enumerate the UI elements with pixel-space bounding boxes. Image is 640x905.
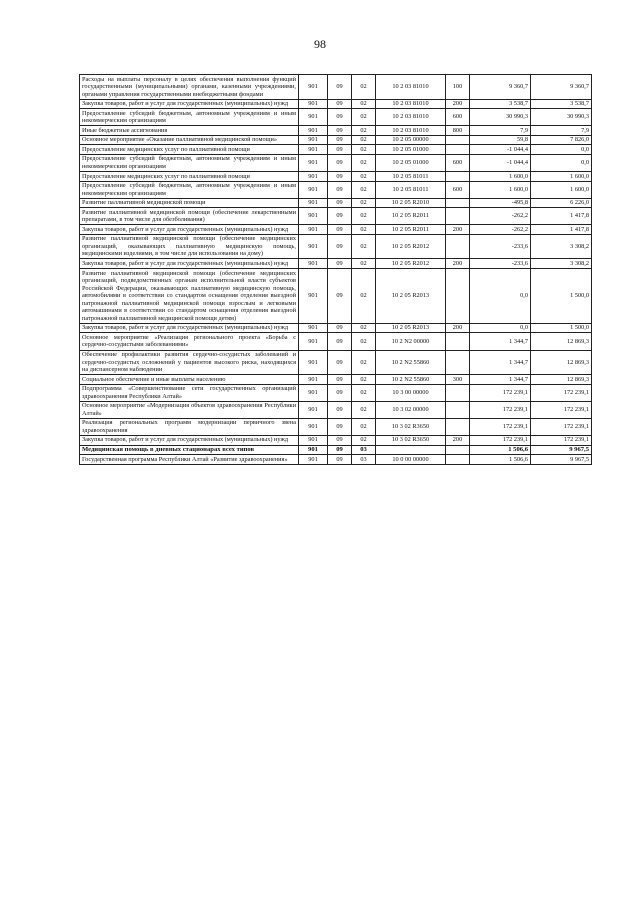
row-target-article-cell: 10 0 00 00000	[376, 455, 446, 465]
table-row	[80, 145, 592, 155]
row-target-article-cell: 10 3 00 00000	[376, 384, 446, 401]
row-amount-change-cell: -1 044,4	[470, 145, 531, 155]
row-name-cell: Медицинская помощь в дневных стационарах всех типов	[80, 445, 299, 455]
row-expense-type-cell	[446, 172, 470, 182]
table-row	[80, 181, 592, 198]
table-row	[80, 154, 592, 171]
row-amount-change-cell: 1 344,7	[470, 333, 531, 350]
row-target-article-cell: 10 3 02 R3650	[376, 435, 446, 445]
row-amount-change-cell: -1 044,4	[470, 154, 531, 171]
row-name-cell: Предоставление медицинских услуг по паллиативной помощи	[80, 172, 299, 182]
row-target-article-cell: 10 2 03 81010	[376, 109, 446, 126]
row-name-cell: Развитие паллиативной медицинской помощи (обеспечение медицинских организаций, подведомственных органам исполнительной власти субъектов Российской Федерации, оказывающих паллиативную медицинскую помощь, автомобилями в соответствии со стандартом оснащения отделения выездной патронажной паллиативной медицинской помощи взрослым и легковыми автомашинами в соответствии со стандартом оснащения отделения выездной патронажной паллиативной медицинской помощи детям)	[80, 269, 299, 324]
row-name-cell: Социальное обеспечение и иные выплаты населению	[80, 375, 299, 385]
row-amount-total-cell: 3 308,2	[531, 259, 592, 269]
row-expense-type-cell: 600	[446, 154, 470, 171]
row-grbs-cell: 901	[299, 135, 328, 145]
table-row	[80, 225, 592, 235]
row-name-cell: Развитие паллиативной медицинской помощи (обеспечение лекарственными препаратами, в том числе для обезболивания)	[80, 208, 299, 225]
row-expense-type-cell	[446, 269, 470, 324]
row-section-cell: 09	[328, 269, 352, 324]
row-expense-type-cell: 100	[446, 75, 470, 100]
row-grbs-cell: 901	[299, 259, 328, 269]
row-name-cell: Реализация региональных программ модернизации первичного звена здравоохранения	[80, 418, 299, 435]
row-grbs-cell: 901	[299, 181, 328, 198]
row-amount-change-cell: 0,0	[470, 323, 531, 333]
row-amount-total-cell: 172 239,1	[531, 401, 592, 418]
row-amount-change-cell: 1 506,6	[470, 455, 531, 465]
row-expense-type-cell	[446, 455, 470, 465]
row-target-article-cell: 10 2 N2 55860	[376, 375, 446, 385]
row-amount-change-cell: 1 344,7	[470, 350, 531, 375]
row-subsection-cell: 03	[352, 445, 376, 455]
row-amount-total-cell: 1 417,8	[531, 208, 592, 225]
row-amount-change-cell: -262,2	[470, 225, 531, 235]
row-grbs-cell: 901	[299, 375, 328, 385]
row-subsection-cell: 02	[352, 269, 376, 324]
row-section-cell: 09	[328, 135, 352, 145]
row-amount-total-cell: 3 538,7	[531, 99, 592, 109]
row-name-cell: Основное мероприятие «Оказание паллиативной медицинской помощи»	[80, 135, 299, 145]
row-expense-type-cell	[446, 145, 470, 155]
row-amount-change-cell: -495,8	[470, 198, 531, 208]
row-name-cell: Предоставление субсидий бюджетным, автономным учреждениям и иным некоммерческим организациям	[80, 154, 299, 171]
row-amount-change-cell: 172 239,1	[470, 435, 531, 445]
row-amount-total-cell: 172 239,1	[531, 435, 592, 445]
row-subsection-cell: 02	[352, 375, 376, 385]
row-expense-type-cell	[446, 135, 470, 145]
row-name-cell: Развитие паллиативной медицинской помощи	[80, 198, 299, 208]
row-amount-total-cell: 30 990,3	[531, 109, 592, 126]
row-target-article-cell: 10 3 02 00000	[376, 401, 446, 418]
row-amount-change-cell: 59,8	[470, 135, 531, 145]
row-amount-total-cell: 9 360,7	[531, 75, 592, 100]
row-expense-type-cell: 200	[446, 323, 470, 333]
row-amount-change-cell: 3 538,7	[470, 99, 531, 109]
row-target-article-cell: 10 2 05 R2011	[376, 225, 446, 235]
row-grbs-cell: 901	[299, 198, 328, 208]
row-target-article-cell	[376, 445, 446, 455]
row-expense-type-cell	[446, 384, 470, 401]
row-subsection-cell: 02	[352, 234, 376, 259]
row-target-article-cell: 10 2 03 81010	[376, 126, 446, 136]
row-name-cell: Обеспечение профилактики развития сердечно-сосудистых заболеваний и сердечно-сосудистых осложнений у пациентов высокого риска, находящихся на диспансерном наблюдении	[80, 350, 299, 375]
row-grbs-cell: 901	[299, 234, 328, 259]
row-name-cell: Основное мероприятие «Реализация регионального проекта «Борьба с сердечно-сосудистыми заболеваниями»	[80, 333, 299, 350]
table-row	[80, 418, 592, 435]
row-subsection-cell: 02	[352, 99, 376, 109]
row-grbs-cell: 901	[299, 109, 328, 126]
row-target-article-cell: 10 2 N2 00000	[376, 333, 446, 350]
row-amount-change-cell: -233,6	[470, 259, 531, 269]
row-section-cell: 09	[328, 154, 352, 171]
row-subsection-cell: 02	[352, 435, 376, 445]
row-amount-change-cell: 1 506,6	[470, 445, 531, 455]
row-grbs-cell: 901	[299, 350, 328, 375]
row-amount-total-cell: 172 239,1	[531, 418, 592, 435]
row-amount-total-cell: 7,9	[531, 126, 592, 136]
row-amount-total-cell: 6 226,0	[531, 198, 592, 208]
row-target-article-cell: 10 2 03 81010	[376, 75, 446, 100]
table-row	[80, 455, 592, 465]
row-amount-total-cell: 0,0	[531, 154, 592, 171]
row-grbs-cell: 901	[299, 99, 328, 109]
row-amount-total-cell: 12 869,3	[531, 350, 592, 375]
row-section-cell: 09	[328, 109, 352, 126]
row-expense-type-cell: 200	[446, 99, 470, 109]
row-grbs-cell: 901	[299, 384, 328, 401]
row-subsection-cell: 02	[352, 350, 376, 375]
table-row	[80, 350, 592, 375]
table-row	[80, 126, 592, 136]
row-amount-change-cell: 7,9	[470, 126, 531, 136]
row-amount-total-cell: 172 239,1	[531, 384, 592, 401]
table-row	[80, 401, 592, 418]
row-subsection-cell: 02	[352, 181, 376, 198]
row-expense-type-cell: 600	[446, 109, 470, 126]
row-target-article-cell: 10 2 05 R2012	[376, 259, 446, 269]
row-amount-total-cell: 1 500,0	[531, 269, 592, 324]
row-amount-total-cell: 1 417,8	[531, 225, 592, 235]
row-name-cell: Закупка товаров, работ и услуг для государственных (муниципальных) нужд	[80, 323, 299, 333]
row-amount-total-cell: 9 967,5	[531, 455, 592, 465]
row-target-article-cell: 10 2 05 R2010	[376, 198, 446, 208]
row-subsection-cell: 02	[352, 172, 376, 182]
row-subsection-cell: 02	[352, 135, 376, 145]
table-row	[80, 109, 592, 126]
row-grbs-cell: 901	[299, 208, 328, 225]
table-row	[80, 75, 592, 100]
row-section-cell: 09	[328, 323, 352, 333]
table-row	[80, 269, 592, 324]
row-subsection-cell: 02	[352, 401, 376, 418]
row-expense-type-cell: 200	[446, 435, 470, 445]
row-subsection-cell: 02	[352, 323, 376, 333]
table-row	[80, 435, 592, 445]
row-target-article-cell: 10 2 03 81010	[376, 99, 446, 109]
row-subsection-cell: 02	[352, 109, 376, 126]
row-section-cell: 09	[328, 384, 352, 401]
row-name-cell: Развитие паллиативной медицинской помощи (обеспечение медицинских организаций, оказывающих паллиативную медицинскую помощь, медицинскими изделиями, в том числе для использования на дому)	[80, 234, 299, 259]
row-grbs-cell: 901	[299, 126, 328, 136]
row-expense-type-cell	[446, 208, 470, 225]
row-amount-change-cell: 172 239,1	[470, 384, 531, 401]
row-section-cell: 09	[328, 75, 352, 100]
row-amount-total-cell: 12 869,3	[531, 333, 592, 350]
row-amount-change-cell: 1 600,0	[470, 181, 531, 198]
row-section-cell: 09	[328, 375, 352, 385]
budget-table	[79, 74, 592, 465]
row-grbs-cell: 901	[299, 269, 328, 324]
table-row	[80, 333, 592, 350]
table-row	[80, 208, 592, 225]
row-grbs-cell: 901	[299, 145, 328, 155]
row-amount-total-cell: 1 600,0	[531, 172, 592, 182]
table-row	[80, 99, 592, 109]
row-target-article-cell: 10 2 05 01000	[376, 154, 446, 171]
row-amount-total-cell: 0,0	[531, 145, 592, 155]
row-target-article-cell: 10 3 02 R3650	[376, 418, 446, 435]
row-subsection-cell: 02	[352, 384, 376, 401]
row-name-cell: Иные бюджетные ассигнования	[80, 126, 299, 136]
row-section-cell: 09	[328, 99, 352, 109]
row-subsection-cell: 02	[352, 198, 376, 208]
row-subsection-cell: 02	[352, 126, 376, 136]
table-row	[80, 375, 592, 385]
table-row	[80, 234, 592, 259]
row-target-article-cell: 10 2 05 R2013	[376, 323, 446, 333]
row-target-article-cell: 10 2 05 00000	[376, 135, 446, 145]
row-subsection-cell: 02	[352, 208, 376, 225]
row-name-cell: Закупка товаров, работ и услуг для государственных (муниципальных) нужд	[80, 435, 299, 445]
row-expense-type-cell: 200	[446, 225, 470, 235]
table-row	[80, 198, 592, 208]
row-grbs-cell: 901	[299, 225, 328, 235]
row-subsection-cell: 02	[352, 418, 376, 435]
row-name-cell: Основное мероприятие «Модернизация объектов здравоохранения Республики Алтай»	[80, 401, 299, 418]
row-target-article-cell: 10 2 05 81011	[376, 181, 446, 198]
row-amount-change-cell: -262,2	[470, 208, 531, 225]
row-grbs-cell: 901	[299, 172, 328, 182]
table-row	[80, 384, 592, 401]
table-row	[80, 135, 592, 145]
row-target-article-cell: 10 2 05 01000	[376, 145, 446, 155]
row-subsection-cell: 02	[352, 259, 376, 269]
row-name-cell: Предоставление медицинских услуг по паллиативной помощи	[80, 145, 299, 155]
row-name-cell: Государственная программа Республики Алтай «Развитие здравоохранения»	[80, 455, 299, 465]
row-name-cell: Предоставление субсидий бюджетным, автономным учреждениям и иным некоммерческим организациям	[80, 181, 299, 198]
row-subsection-cell: 02	[352, 333, 376, 350]
row-amount-total-cell: 1 500,0	[531, 323, 592, 333]
row-subsection-cell: 02	[352, 145, 376, 155]
row-subsection-cell: 02	[352, 225, 376, 235]
row-grbs-cell: 901	[299, 75, 328, 100]
row-grbs-cell: 901	[299, 418, 328, 435]
row-subsection-cell: 03	[352, 455, 376, 465]
row-section-cell: 09	[328, 455, 352, 465]
row-grbs-cell: 901	[299, 435, 328, 445]
table-row	[80, 172, 592, 182]
row-grbs-cell: 901	[299, 455, 328, 465]
row-section-cell: 09	[328, 350, 352, 375]
row-name-cell: Закупка товаров, работ и услуг для государственных (муниципальных) нужд	[80, 225, 299, 235]
row-grbs-cell: 901	[299, 401, 328, 418]
table-row	[80, 323, 592, 333]
row-expense-type-cell	[446, 401, 470, 418]
row-section-cell: 09	[328, 181, 352, 198]
row-section-cell: 09	[328, 234, 352, 259]
row-amount-change-cell: 1 344,7	[470, 375, 531, 385]
row-subsection-cell: 02	[352, 75, 376, 100]
row-section-cell: 09	[328, 401, 352, 418]
row-amount-total-cell: 7 826,0	[531, 135, 592, 145]
row-expense-type-cell	[446, 418, 470, 435]
row-grbs-cell: 901	[299, 333, 328, 350]
row-amount-change-cell: 172 239,1	[470, 401, 531, 418]
row-amount-change-cell: 1 600,0	[470, 172, 531, 182]
row-expense-type-cell	[446, 234, 470, 259]
page-number: 98	[314, 37, 326, 51]
row-amount-change-cell: 0,0	[470, 269, 531, 324]
row-target-article-cell: 10 2 N2 55860	[376, 350, 446, 375]
row-grbs-cell: 901	[299, 323, 328, 333]
row-amount-change-cell: -233,6	[470, 234, 531, 259]
row-section-cell: 09	[328, 172, 352, 182]
row-name-cell: Закупка товаров, работ и услуг для государственных (муниципальных) нужд	[80, 259, 299, 269]
row-section-cell: 09	[328, 445, 352, 455]
row-expense-type-cell: 600	[446, 181, 470, 198]
row-target-article-cell: 10 2 05 R2011	[376, 208, 446, 225]
row-expense-type-cell: 300	[446, 375, 470, 385]
row-name-cell: Предоставление субсидий бюджетным, автономным учреждениям и иным некоммерческим организациям	[80, 109, 299, 126]
row-amount-total-cell: 12 869,3	[531, 375, 592, 385]
row-section-cell: 09	[328, 208, 352, 225]
row-grbs-cell: 901	[299, 154, 328, 171]
table-row	[80, 445, 592, 455]
row-target-article-cell: 10 2 05 R2013	[376, 269, 446, 324]
row-amount-total-cell: 9 967,5	[531, 445, 592, 455]
row-amount-change-cell: 30 990,3	[470, 109, 531, 126]
row-section-cell: 09	[328, 259, 352, 269]
row-expense-type-cell	[446, 350, 470, 375]
row-target-article-cell: 10 2 05 81011	[376, 172, 446, 182]
row-amount-change-cell: 9 360,7	[470, 75, 531, 100]
row-section-cell: 09	[328, 126, 352, 136]
row-expense-type-cell: 800	[446, 126, 470, 136]
row-section-cell: 09	[328, 435, 352, 445]
row-section-cell: 09	[328, 333, 352, 350]
row-section-cell: 09	[328, 145, 352, 155]
row-name-cell: Расходы на выплаты персоналу в целях обеспечения выполнения функций государственными (муниципальными) органами, казенными учреждениями, органами управления государственными внебюджетными фондами	[80, 75, 299, 100]
table-row	[80, 259, 592, 269]
row-amount-change-cell: 172 239,1	[470, 418, 531, 435]
row-expense-type-cell: 200	[446, 259, 470, 269]
row-expense-type-cell	[446, 333, 470, 350]
row-amount-total-cell: 1 600,0	[531, 181, 592, 198]
row-name-cell: Подпрограмма «Совершенствование сети государственных организаций здравоохранения Республики Алтай»	[80, 384, 299, 401]
row-expense-type-cell	[446, 198, 470, 208]
row-expense-type-cell	[446, 445, 470, 455]
row-section-cell: 09	[328, 198, 352, 208]
row-amount-total-cell: 3 308,2	[531, 234, 592, 259]
row-section-cell: 09	[328, 225, 352, 235]
row-target-article-cell: 10 2 05 R2012	[376, 234, 446, 259]
row-grbs-cell: 901	[299, 445, 328, 455]
row-subsection-cell: 02	[352, 154, 376, 171]
row-name-cell: Закупка товаров, работ и услуг для государственных (муниципальных) нужд	[80, 99, 299, 109]
row-section-cell: 09	[328, 418, 352, 435]
